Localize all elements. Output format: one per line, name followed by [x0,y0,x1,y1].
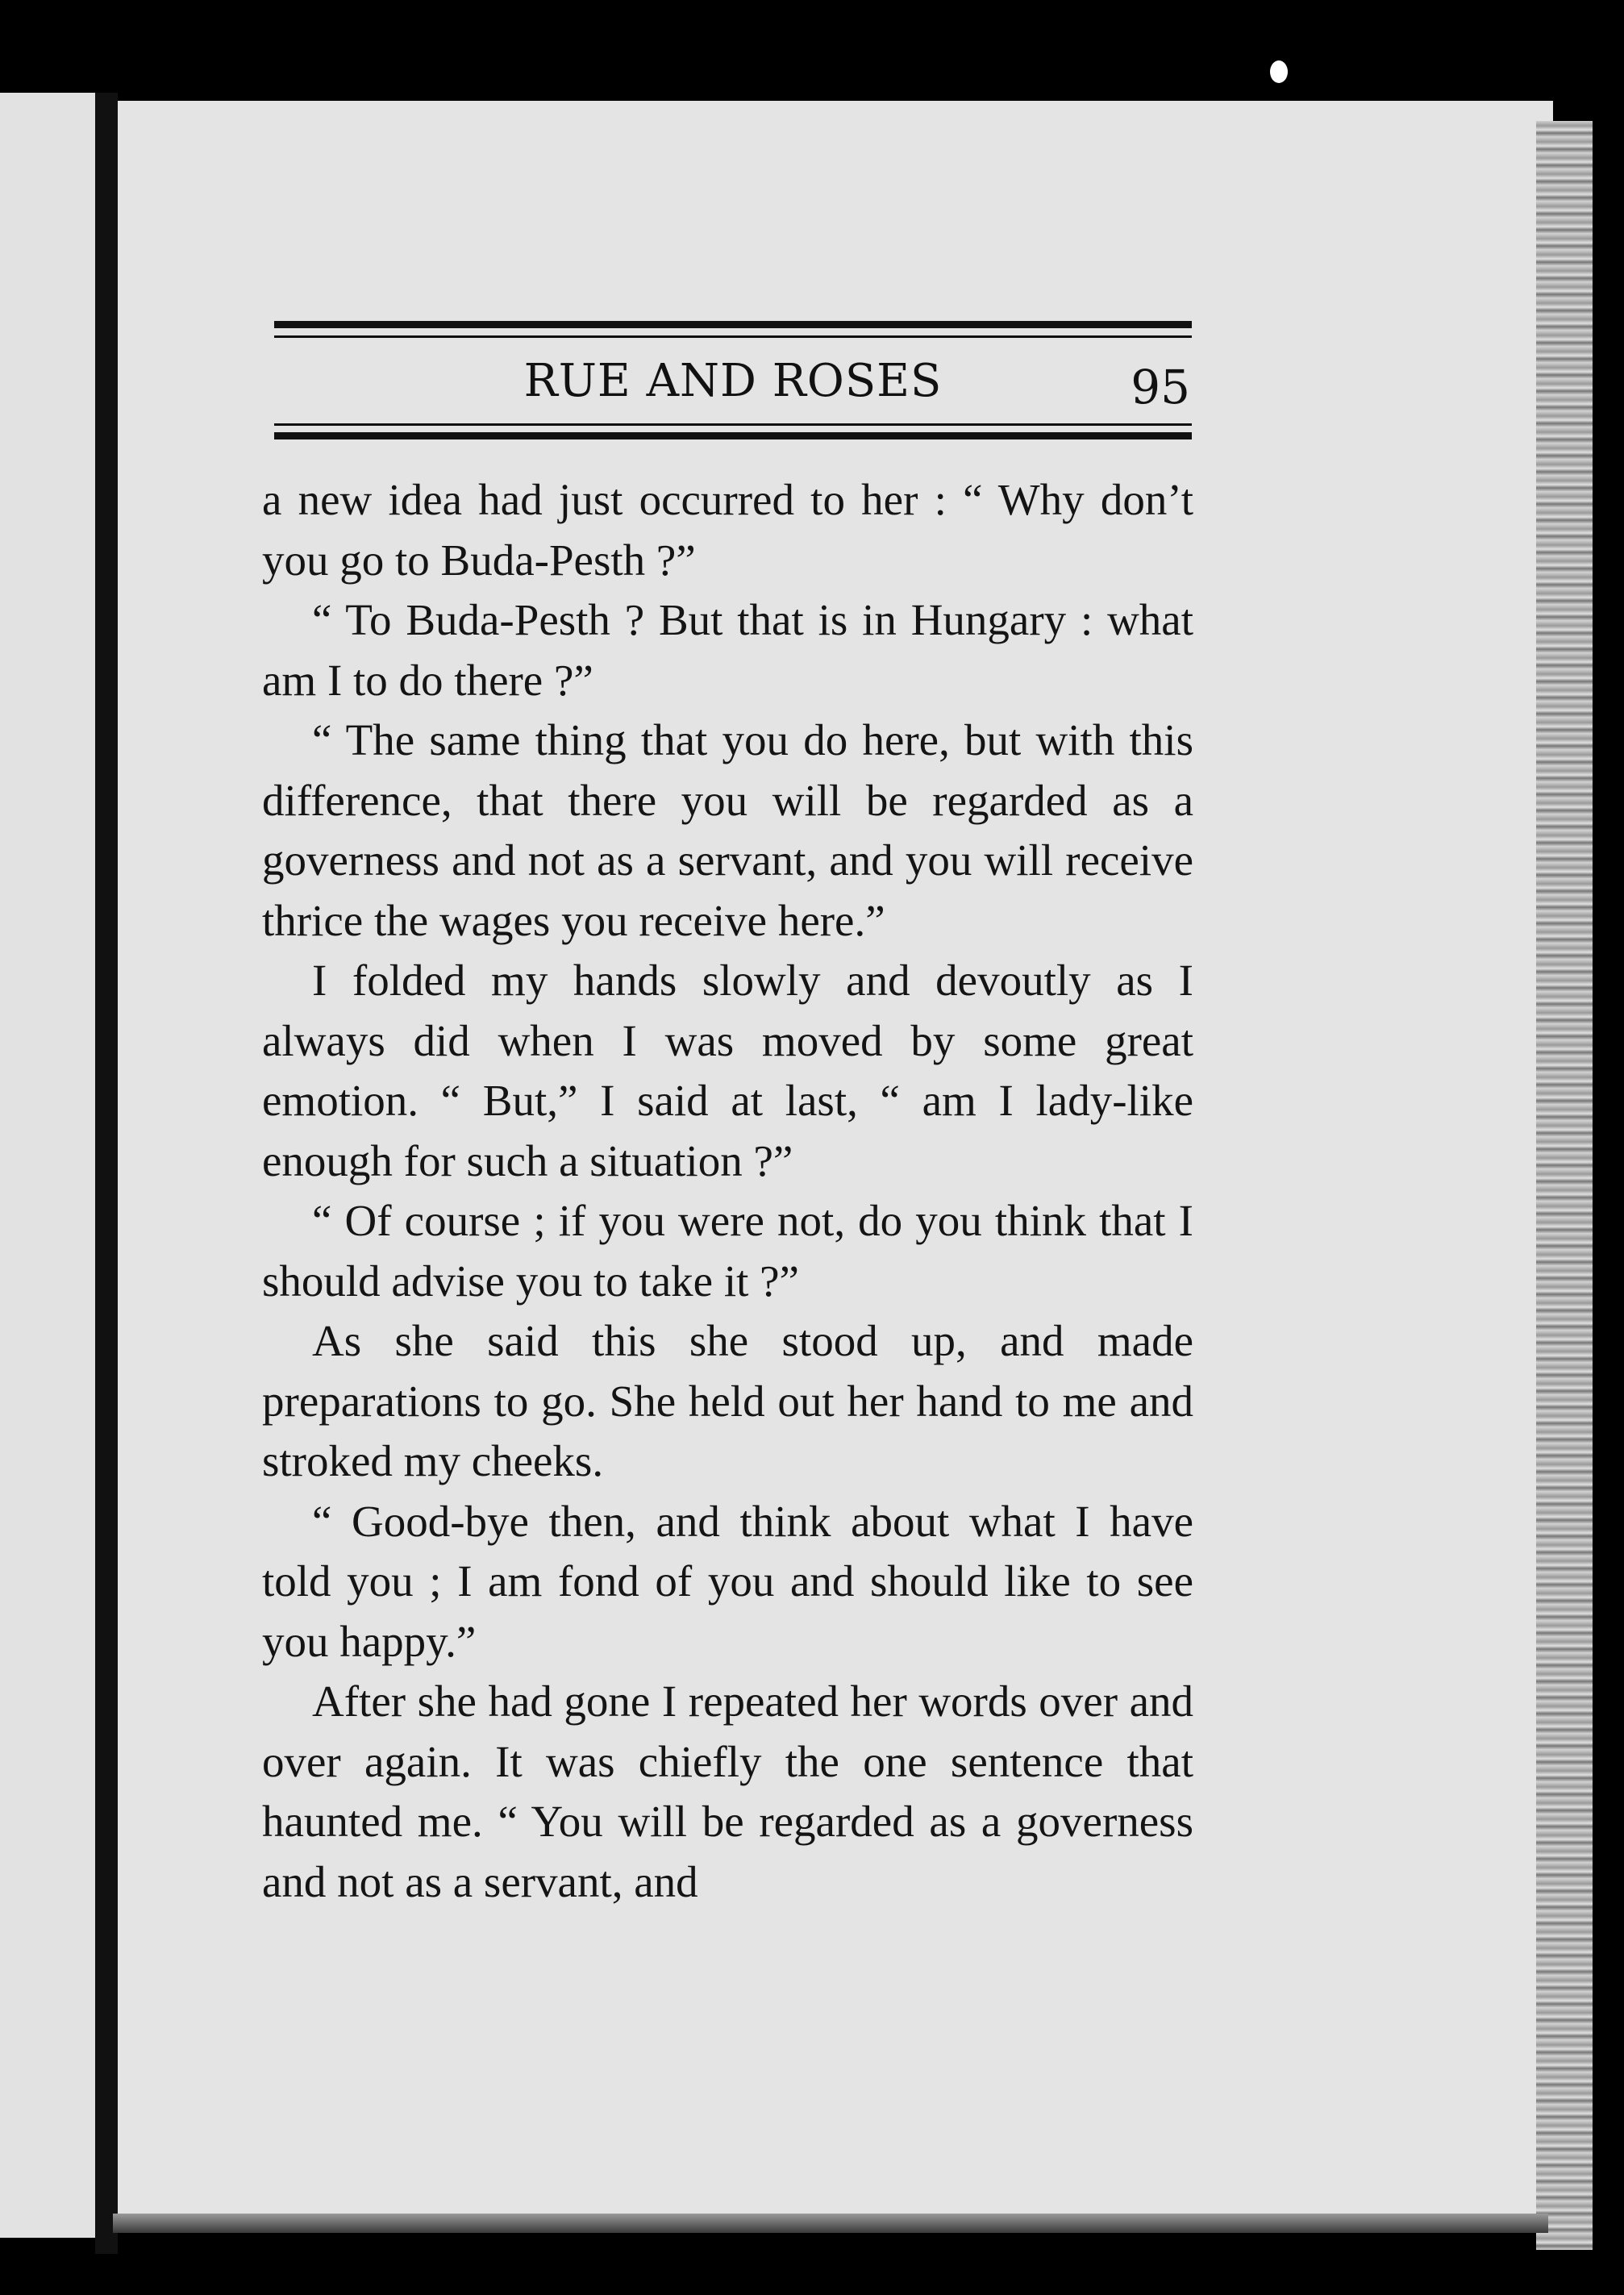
paragraph: “ To Buda-Pesth ? But that is in Hungary : what am I to do there ?” [262,595,1193,705]
header-rule-top-thin [274,335,1192,338]
paragraph: “ Good-bye then, and think about what I have told you ; I am fond of you and should like to see you happy.” [262,1496,1193,1666]
book-spine [95,93,118,2254]
paragraph: a new idea had just occurred to her : “ Why don’t you go to Buda-Pesth ?” [262,475,1193,585]
page-number: 95 [1131,360,1190,414]
running-title: RUE AND ROSES [523,355,943,407]
paragraph: “ The same thing that you do here, but with this difference, that there you will be regarded as a governess and not as a servant, and you will receive thrice the wages you receive here.” [262,715,1193,945]
header-rule-top-thick [274,321,1192,328]
body-text [262,470,1193,1912]
paragraph: I folded my hands slowly and devoutly as I always did when I was moved by some great emotion. “ But,” I said at last, “ am I lady-like enough for such a situation ?” [262,956,1193,1185]
page-fore-edge [1536,121,1593,2250]
page-bottom-edge [113,2214,1548,2233]
paragraph: After she had gone I repeated her words over and over again. It was chiefly the one sentence that haunted me. “ You will be regarded as a governess and not as a servant, and [262,1676,1193,1906]
paragraph: As she said this she stood up, and made preparations to go. She held out her hand to me and stroked my cheeks. [262,1316,1193,1485]
scan-speck [1270,60,1288,83]
header-rule-bottom-thick [274,432,1192,439]
paragraph: “ Of course ; if you were not, do you think that I should advise you to take it ?” [262,1196,1193,1306]
header-rule-bottom-thin [274,423,1192,426]
running-header [274,348,1192,413]
facing-page-edge [0,93,95,2238]
